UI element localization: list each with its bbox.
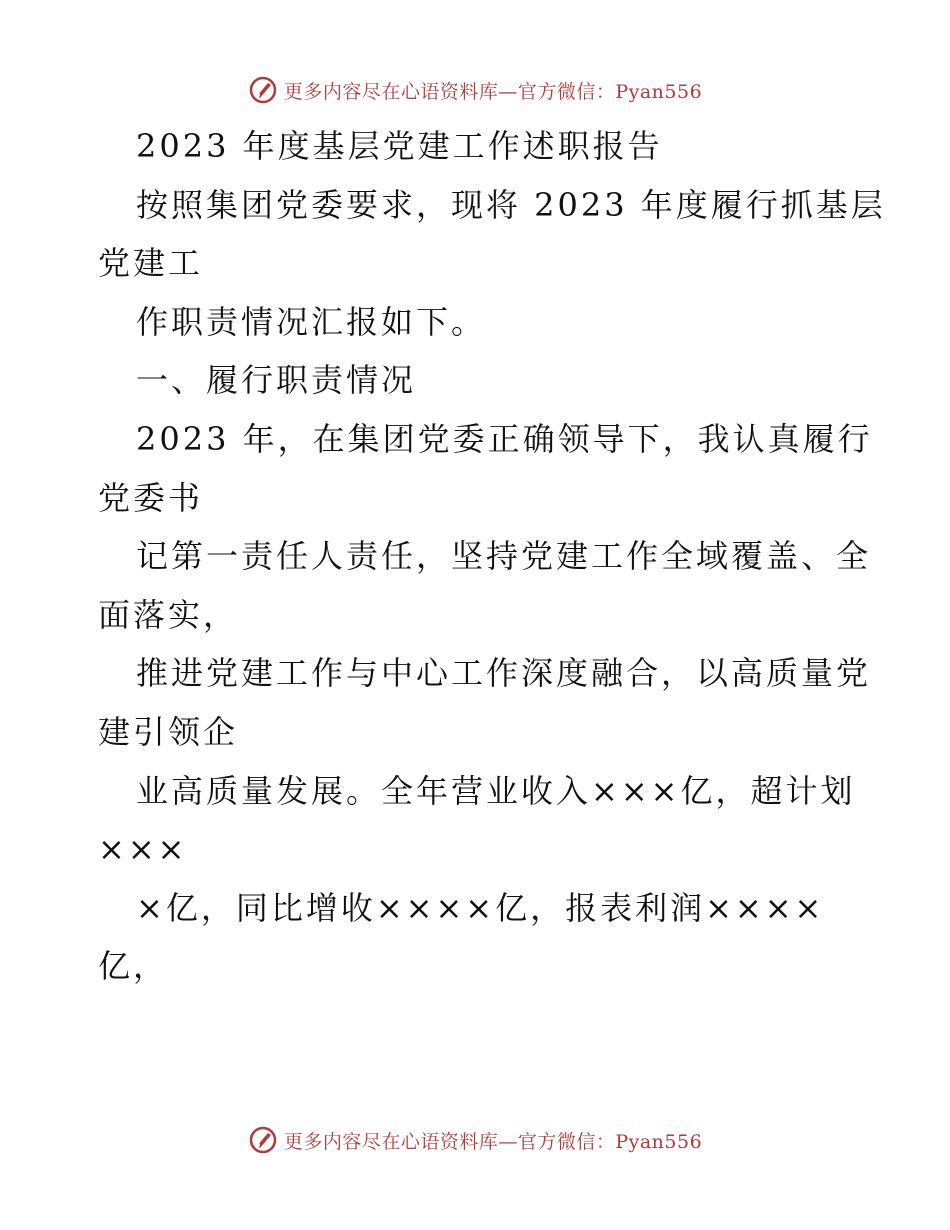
header-banner-text: 更多内容尽在心语资料库—官方微信：Pyan556 [283, 80, 703, 103]
document-title: 2023 年度基层党建工作述职报告 [136, 127, 663, 165]
paragraph-line: 党建工 [98, 244, 204, 283]
paragraph-line: 党委书 [98, 478, 204, 517]
paragraph-line: 推进党建工作与中心工作深度融合，以高质量党 [136, 654, 872, 693]
quill-logo-icon [248, 1125, 278, 1155]
paragraph-line: ×亿，同比增收××××亿，报表利润×××× [136, 888, 825, 927]
paragraph-line: 作职责情况汇报如下。 [136, 302, 487, 341]
footer-banner-text: 更多内容尽在心语资料库—官方微信：Pyan556 [283, 1130, 703, 1153]
paragraph-line: 亿， [98, 947, 169, 986]
document-body [98, 117, 886, 996]
paragraph-line: 2023 年，在集团党委正确领导下，我认真履行 [136, 419, 873, 458]
quill-logo-icon [248, 75, 278, 105]
section-heading: 一、履行职责情况 [136, 361, 417, 400]
paragraph-line: 记第一责任人责任，坚持党建工作全域覆盖、全 [136, 537, 872, 576]
paragraph-line: 按照集团党委要求，现将 2023 年度履行抓基层 [136, 185, 886, 224]
paragraph-line: ××× [98, 830, 188, 869]
footer-banner [0, 1120, 950, 1160]
paragraph-line: 建引领企 [98, 712, 239, 751]
paragraph-line: 业高质量发展。全年营业收入×××亿，超计划 [136, 771, 856, 810]
header-banner [0, 70, 950, 110]
paragraph-line: 面落实， [98, 595, 239, 634]
